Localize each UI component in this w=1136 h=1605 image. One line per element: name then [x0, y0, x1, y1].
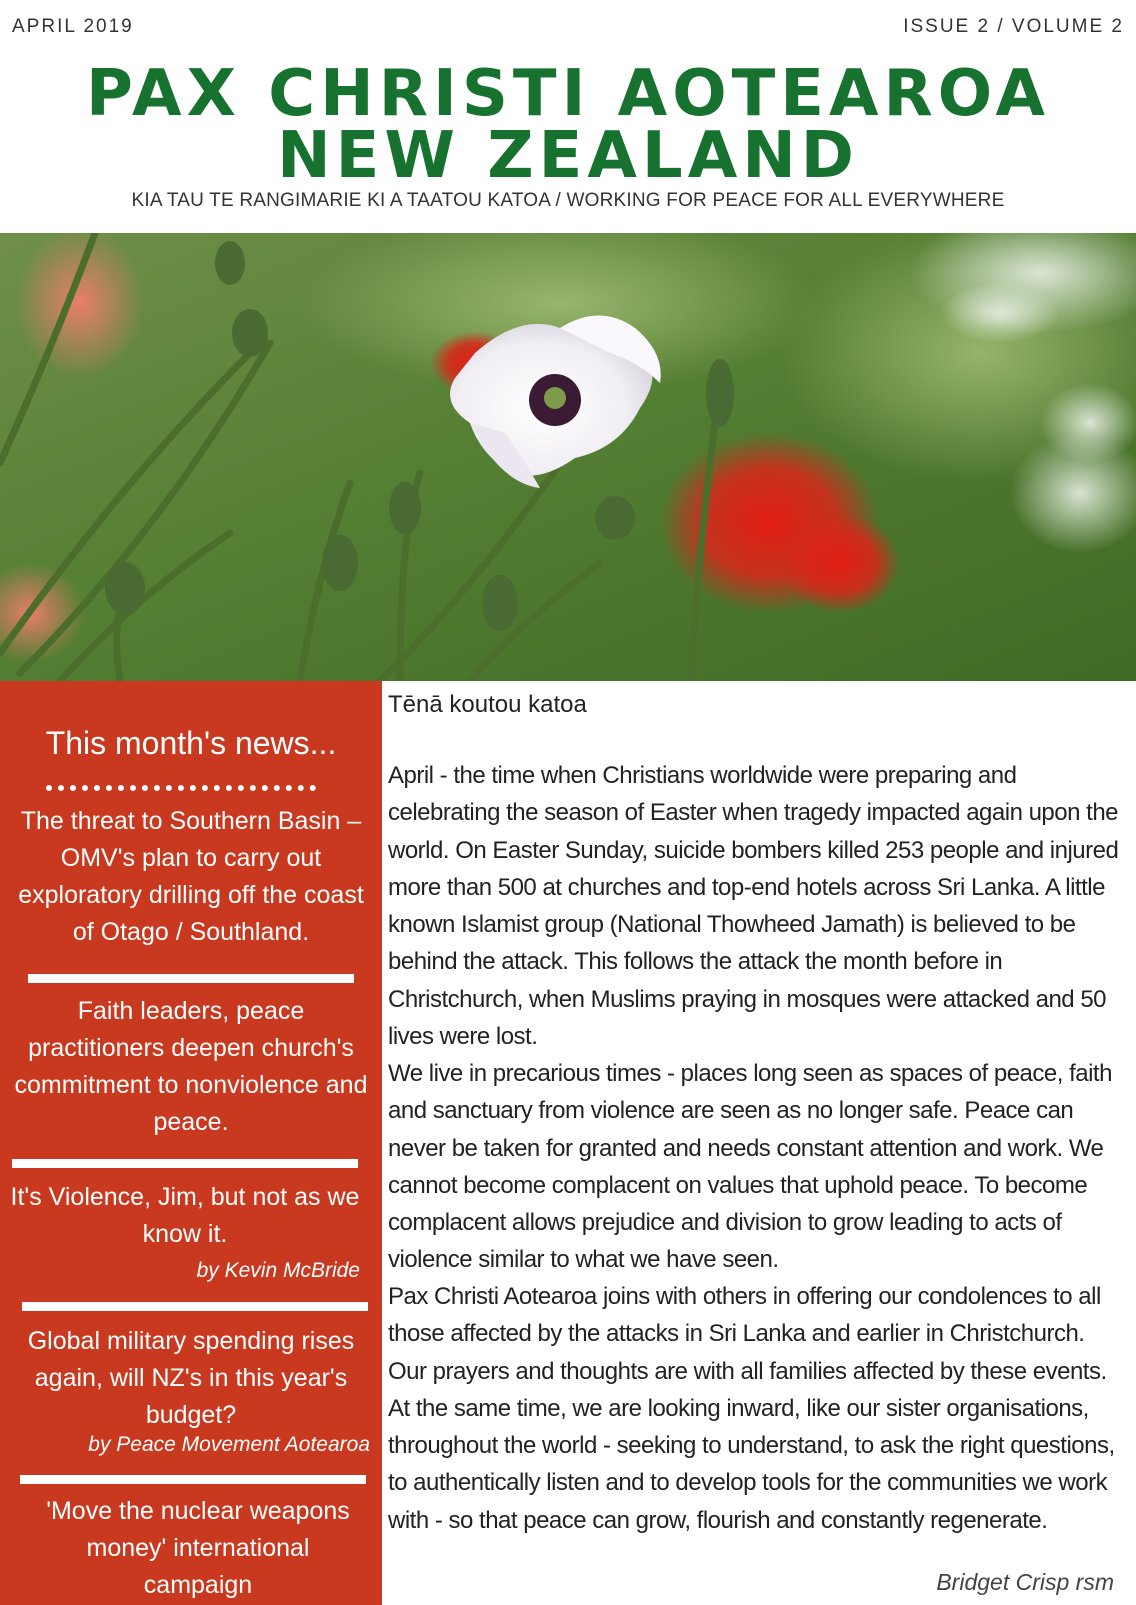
newsletter-title-line-1: PAX CHRISTI AOTEAROA [86, 57, 1050, 131]
issue-number: ISSUE 2 / VOLUME 2 [903, 16, 1124, 37]
newsletter-title-line-2: NEW ZEALAND [277, 119, 859, 193]
article-paragraph-3: Pax Christi Aotearoa joins with others in offering our condolences to all those affected by the attacks in Sri Lanka and earlier in Christchurch. Our prayers and thoughts are with all families affected by these events. At the same time, we are looking inward, like our sister organisations, throughout the world - seeking to understand, to ask the right questions, to authentically listen and to develop tools for the communities we work with - so that peace can grow, flourish and constantly regenerate. [388, 1283, 1115, 1534]
sidebar-heading: This month's news... [45, 725, 337, 761]
divider [28, 974, 354, 983]
news-item-violence-jim[interactable]: It's Violence, Jim, but not as we know it. [10, 1183, 360, 1248]
author-signature: Bridget Crisp rsm [936, 1569, 1114, 1595]
byline-peace-movement: by Peace Movement Aotearoa [88, 1433, 370, 1456]
divider [12, 1159, 358, 1168]
issue-date: APRIL 2019 [12, 16, 134, 37]
poppy-hero-image [0, 233, 1136, 681]
tagline: KIA TAU TE RANGIMARIE KI A TAATOU KATOA / WORKING FOR PEACE FOR ALL EVERYWHERE [131, 190, 1005, 211]
news-item-southern-basin[interactable]: The threat to Southern Basin – OMV's plan to carry out exploratory drilling off the coast of Otago / Southland. [18, 807, 364, 946]
greeting: Tēnā koutou katoa [388, 691, 587, 718]
masthead [0, 0, 1136, 233]
poppy-field-illustration [0, 233, 1136, 681]
article-paragraph-2: We live in precarious times - places long seen as spaces of peace, faith and sanctuary from violence are seen as no longer safe. Peace can never be taken for granted and needs constant attention and work. We cannot become complacent on values that uphold peace. To become complacent allows prejudice and division to grow leading to acts of violence similar to what we have seen. [388, 1060, 1112, 1274]
news-sidebar [0, 681, 382, 1605]
news-item-military-spending[interactable]: Global military spending rises again, will NZ's in this year's budget? [27, 1327, 355, 1429]
byline-kevin-mcbride: by Kevin McBride [196, 1259, 360, 1282]
article-paragraph-1: April - the time when Christians worldwide were preparing and celebrating the season of Easter when tragedy impacted again upon the world. On Easter Sunday, suicide bombers killed 253 people and injured more than 500 at churches and top-end hotels across Sri Lanka. A little known Islamist group (National Thowheed Jamath) is believed to be behind the attack. This follows the attack the month before in Christchurch, when Muslims praying in mosques were attacked and 50 lives were lost. [388, 762, 1119, 1051]
news-item-faith-leaders[interactable]: Faith leaders, peace practitioners deepen church's commitment to nonviolence and peace. [14, 997, 368, 1136]
divider [22, 1302, 368, 1311]
divider [20, 1475, 366, 1484]
editorial-article [388, 681, 1128, 1605]
dotted-divider [46, 785, 316, 791]
news-item-nuclear-weapons-money[interactable]: 'Move the nuclear weapons money' international campaign [46, 1497, 350, 1599]
